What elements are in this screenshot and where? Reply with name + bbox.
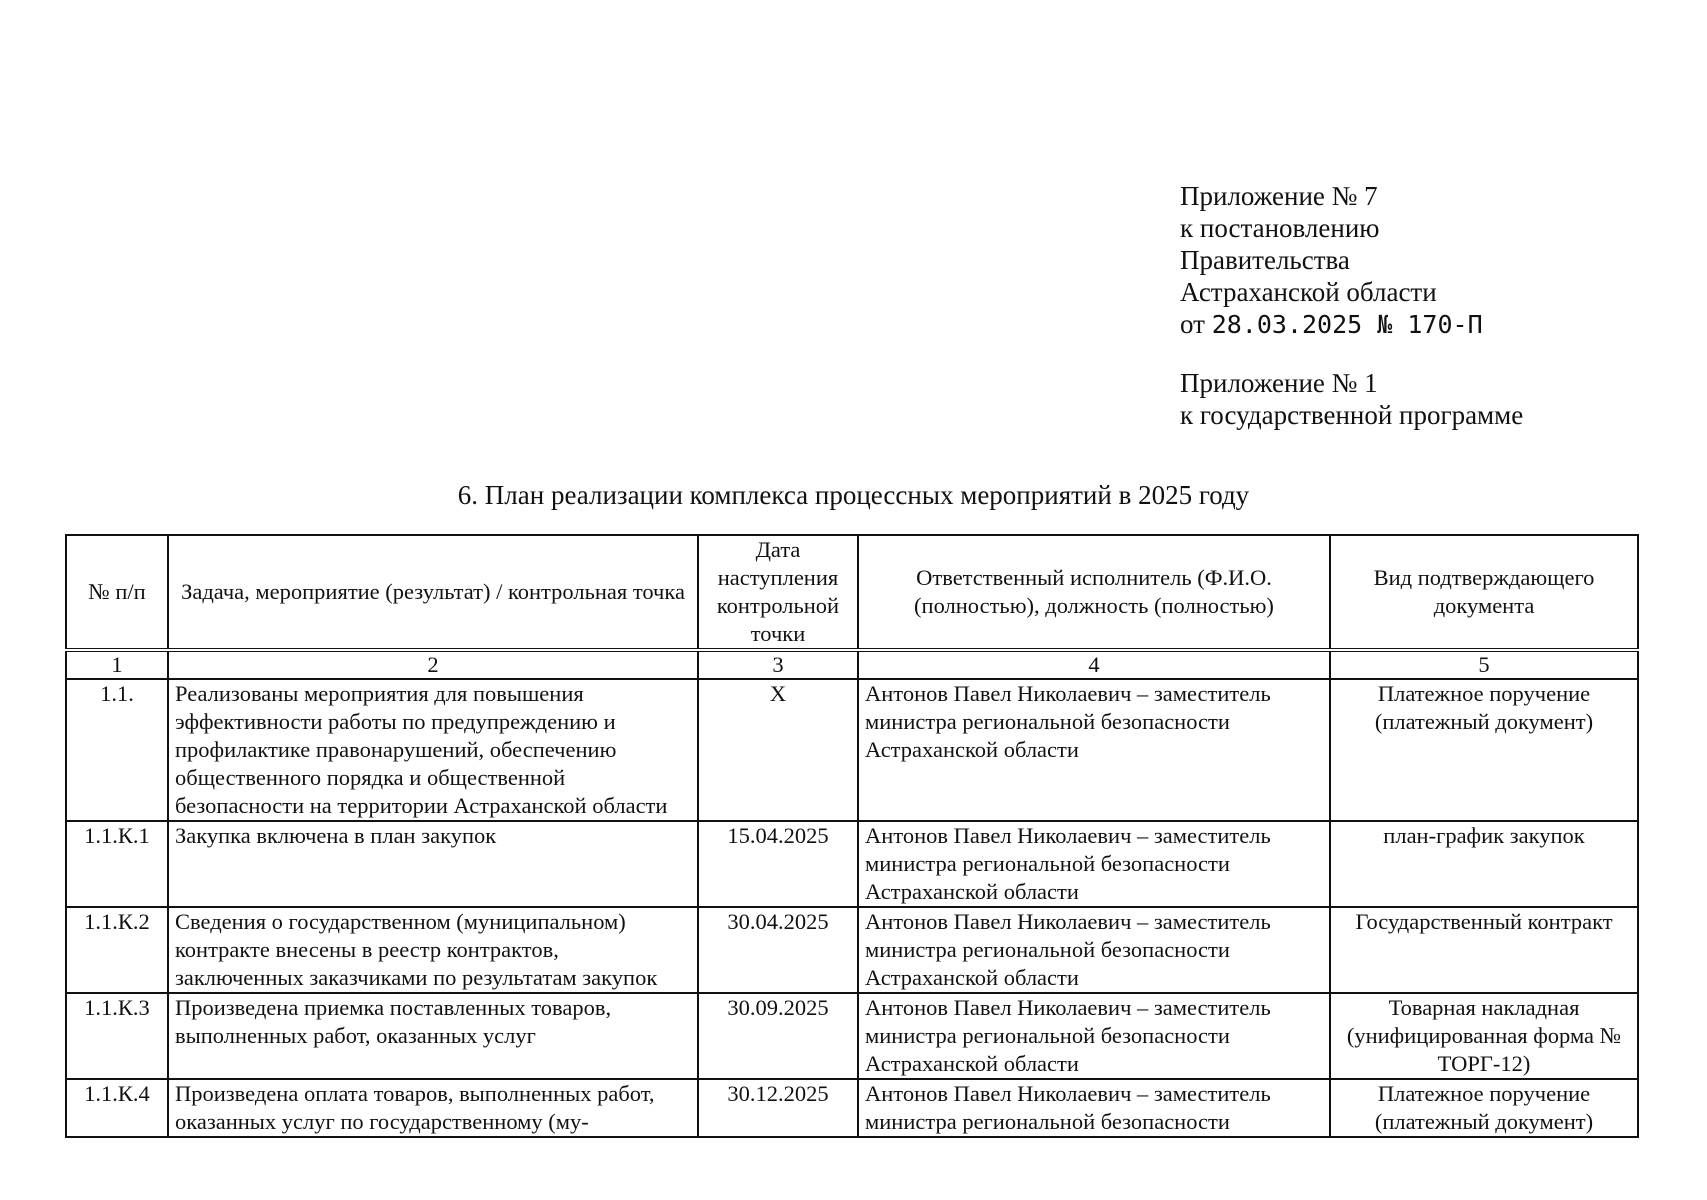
- row-document: Товарная накладная (унифицированная форма № ТОРГ-12): [1330, 993, 1638, 1079]
- row-executor: Антонов Павел Николаевич – заместитель министра региональной безопасности Астраханской области: [858, 679, 1330, 821]
- row-date: 30.04.2025: [698, 907, 858, 993]
- header-line-3: Правительства: [1180, 245, 1350, 275]
- row-executor: Антонов Павел Николаевич – заместитель министра региональной безопасности Астраханской области: [858, 821, 1330, 907]
- row-task: Произведена оплата товаров, выполненных работ, оказанных услуг по государственному (му-: [168, 1079, 698, 1137]
- row-document: Платежное поручение (платежный документ): [1330, 679, 1638, 821]
- row-document: Платежное поручение (платежный документ): [1330, 1079, 1638, 1137]
- table-row: [66, 993, 1638, 1079]
- header-line-1: Приложение № 7: [1180, 181, 1378, 211]
- table-row: [66, 821, 1638, 907]
- row-task: Реализованы мероприятия для повышения эффективности работы по предупреждению и профилактике правонарушений, обеспечению общественного порядка и общественной безопасности на территории Астраханской области: [168, 679, 698, 821]
- column-header-task: Задача, мероприятие (результат) / контрольная точка: [168, 535, 698, 650]
- row-date: 30.12.2025: [698, 1079, 858, 1137]
- row-date: X: [698, 679, 858, 821]
- row-task: Сведения о государственном (муниципальном) контракте внесены в реестр контрактов, заключенных заказчиками по результатам закупок: [168, 907, 698, 993]
- row-executor: Антонов Павел Николаевич – заместитель министра региональной безопасности Астраханской области: [858, 907, 1330, 993]
- row-number: 1.1.К.1: [66, 821, 168, 907]
- row-document: Государственный контракт: [1330, 907, 1638, 993]
- row-executor: Антонов Павел Николаевич – заместитель министра региональной безопасности Астраханской области: [858, 993, 1330, 1079]
- table-row: [66, 679, 1638, 821]
- column-number: 3: [698, 650, 858, 679]
- column-header-num: № п/п: [66, 535, 168, 650]
- row-number: 1.1.К.3: [66, 993, 168, 1079]
- row-document: план-график закупок: [1330, 821, 1638, 907]
- table-header-row: [66, 535, 1638, 650]
- appendix-line-1: Приложение № 1: [1180, 368, 1378, 398]
- column-number: 4: [858, 650, 1330, 679]
- column-number: 1: [66, 650, 168, 679]
- row-executor: Антонов Павел Николаевич – заместитель министра региональной безопасности: [858, 1079, 1330, 1137]
- appendix-line-2: к государственной программе: [1180, 400, 1524, 430]
- column-number: 5: [1330, 650, 1638, 679]
- row-task: Произведена приемка поставленных товаров, выполненных работ, оказанных услуг: [168, 993, 698, 1079]
- column-number: 2: [168, 650, 698, 679]
- decree-number: 28.03.2025 № 170-П: [1211, 310, 1483, 339]
- row-task: Закупка включена в план закупок: [168, 821, 698, 907]
- page-title: 6. План реализации комплекса процессных мероприятий в 2025 году: [457, 480, 1250, 510]
- column-header-executor: Ответственный исполнитель (Ф.И.О. (полностью), должность (полностью): [858, 535, 1330, 650]
- header-gap: [1180, 341, 1523, 367]
- row-date: 30.09.2025: [698, 993, 858, 1079]
- table-row: [66, 1079, 1638, 1137]
- column-header-document: Вид подтверждающего документа: [1330, 535, 1638, 650]
- table-row: [66, 907, 1638, 993]
- header-line-4: Астраханской области: [1180, 277, 1437, 307]
- decree-line: [1180, 308, 1523, 341]
- row-date: 15.04.2025: [698, 821, 858, 907]
- decree-prefix: от: [1180, 309, 1205, 339]
- plan-table: [65, 534, 1639, 1138]
- row-number: 1.1.К.4: [66, 1079, 168, 1137]
- column-number-row: [66, 650, 1638, 679]
- column-header-date: Дата наступления контрольной точки: [698, 535, 858, 650]
- header-line-2: к постановлению: [1180, 213, 1380, 243]
- row-number: 1.1.К.2: [66, 907, 168, 993]
- row-number: 1.1.: [66, 679, 168, 821]
- appendix-header: [1180, 180, 1523, 431]
